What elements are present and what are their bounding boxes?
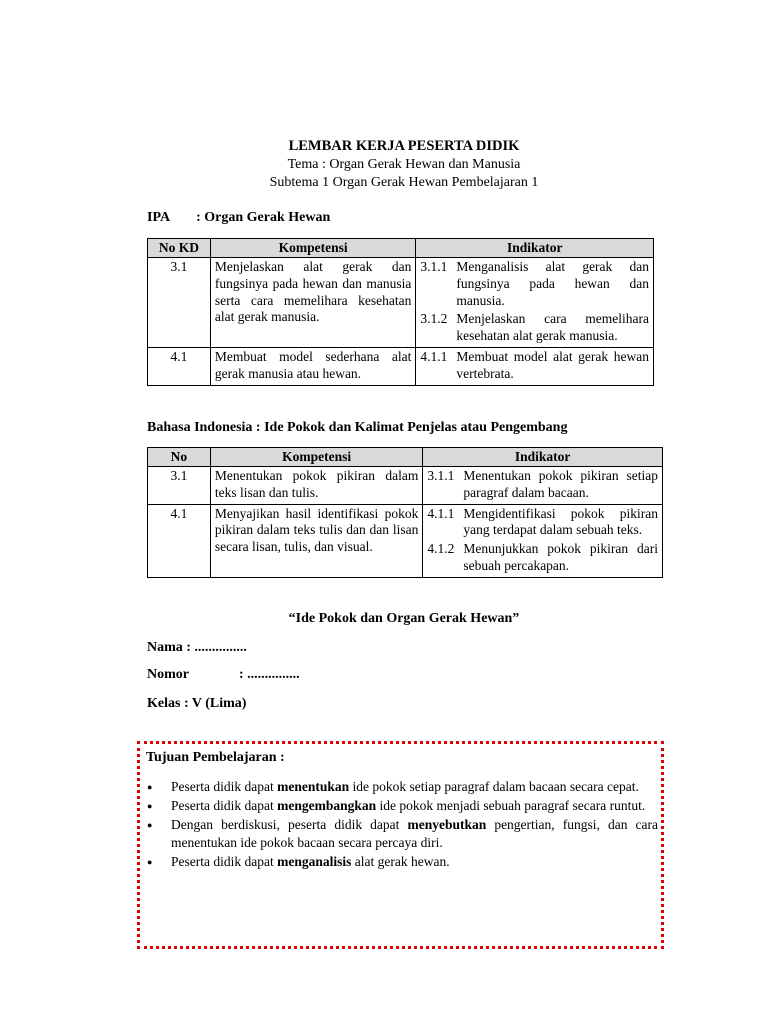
goal-keyword: menganalisis <box>277 854 352 869</box>
indikator-cell <box>423 467 663 505</box>
indicator-text: Menentukan pokok pikiran setiap paragraf dalam bacaan. <box>463 468 658 500</box>
column-header-no: No <box>148 448 211 467</box>
goal-keyword: menyebutkan <box>407 817 487 832</box>
kelas-field: Kelas : V (Lima) <box>147 696 247 711</box>
list-item <box>147 816 658 852</box>
indicator-code: 3.1.1 <box>427 468 455 483</box>
indicator-text: Menunjukkan pokok pikiran dari sebuah percakapan. <box>463 541 658 573</box>
goal-text: Peserta didik dapat <box>171 854 278 869</box>
kompetensi-cell: Menentukan pokok pikiran dalam teks lisan dan tulis. <box>210 467 423 505</box>
table-row <box>148 258 654 348</box>
ipa-label: IPA <box>147 210 171 225</box>
indicator-code: 4.1.1 <box>427 505 455 521</box>
table-header-row <box>148 239 654 258</box>
kd-number: 4.1 <box>148 347 211 385</box>
goal-text: Peserta didik dapat <box>171 798 278 813</box>
kompetensi-cell: Membuat model sederhana alat gerak manusia atau hewan. <box>210 347 416 385</box>
indicator-text: Mengidentifikasi pokok pikiran yang terdapat dalam sebuah teks. <box>463 505 658 538</box>
column-header-kompetensi: Kompetensi <box>210 448 423 467</box>
table-row <box>148 504 663 577</box>
indicator-code: 3.1.2 <box>420 311 448 327</box>
table-header-row <box>148 448 663 467</box>
nomor-value: : ............... <box>239 667 300 682</box>
subtheme-line: Subtema 1 Organ Gerak Hewan Pembelajaran 1 <box>269 175 539 190</box>
indicator-code: 4.1.1 <box>420 348 448 364</box>
goal-text: ide pokok menjadi sebuah paragraf secara runtut. <box>376 798 646 813</box>
theme-line: Tema : Organ Gerak Hewan dan Manusia <box>287 157 521 172</box>
indicator-text: Membuat model alat gerak hewan vertebrata. <box>456 348 649 381</box>
column-header-no: No KD <box>148 239 211 258</box>
goal-keyword: mengembangkan <box>277 798 377 813</box>
worksheet-title: LEMBAR KERJA PESERTA DIDIK <box>288 138 520 154</box>
indicator-item <box>427 468 658 502</box>
list-item <box>147 853 658 871</box>
ipa-heading <box>147 210 330 226</box>
nama-field: Nama : ............... <box>147 640 247 655</box>
indicator-code: 3.1.1 <box>420 259 448 274</box>
list-item <box>147 797 658 815</box>
indicator-item <box>427 506 658 540</box>
goal-text: alat gerak hewan. <box>351 854 450 869</box>
bahasa-competency-table <box>147 447 663 578</box>
indicator-code: 4.1.2 <box>427 541 455 557</box>
bahasa-indonesia-heading: Bahasa Indonesia : Ide Pokok dan Kalimat Penjelas atau Pengembang <box>147 420 568 435</box>
table-row <box>148 467 663 505</box>
goal-text: pengertian, fungsi, dan cara menentukan ide pokok bacaan secara percaya diri. <box>171 817 658 850</box>
kompetensi-cell: Menyajikan hasil identifikasi pokok pikiran dalam teks tulis dan dan lisan secara lisan, tulis, dan visual. <box>210 504 423 577</box>
indicator-item <box>427 541 658 575</box>
kompetensi-cell: Menjelaskan alat gerak dan fungsinya pada hewan dan manusia serta cara memelihara kesehatan alat gerak manusia. <box>210 258 416 348</box>
indikator-cell <box>416 347 654 385</box>
kd-number: 4.1 <box>148 504 211 577</box>
indikator-cell <box>416 258 654 348</box>
learning-goals-list <box>147 778 658 872</box>
ipa-topic: : Organ Gerak Hewan <box>196 210 331 225</box>
goal-text: Dengan berdiskusi, peserta didik dapat <box>171 817 408 832</box>
indicator-item <box>420 349 649 383</box>
indicator-item <box>420 311 649 345</box>
ipa-competency-table <box>147 238 654 386</box>
goal-keyword: menentukan <box>277 779 350 794</box>
kd-number: 3.1 <box>148 258 211 348</box>
column-header-indikator: Indikator <box>423 448 663 467</box>
indikator-cell <box>423 504 663 577</box>
worksheet-subtitle: “Ide Pokok dan Organ Gerak Hewan” <box>288 611 520 626</box>
goal-text: Peserta didik dapat <box>171 779 278 794</box>
indicator-item <box>420 259 649 309</box>
table-row <box>148 347 654 385</box>
goal-text: ide pokok setiap paragraf dalam bacaan secara cepat. <box>349 779 639 794</box>
nomor-field <box>147 667 300 683</box>
list-item <box>147 778 658 796</box>
indicator-text: Menganalisis alat gerak dan fungsinya pada hewan dan manusia. <box>456 259 649 308</box>
indicator-text: Menjelaskan cara memelihara kesehatan alat gerak manusia. <box>456 311 649 344</box>
nomor-label: Nomor <box>147 667 189 682</box>
column-header-indikator: Indikator <box>416 239 654 258</box>
kd-number: 3.1 <box>148 467 211 505</box>
column-header-kompetensi: Kompetensi <box>210 239 416 258</box>
learning-goals-title: Tujuan Pembelajaran : <box>146 750 285 765</box>
